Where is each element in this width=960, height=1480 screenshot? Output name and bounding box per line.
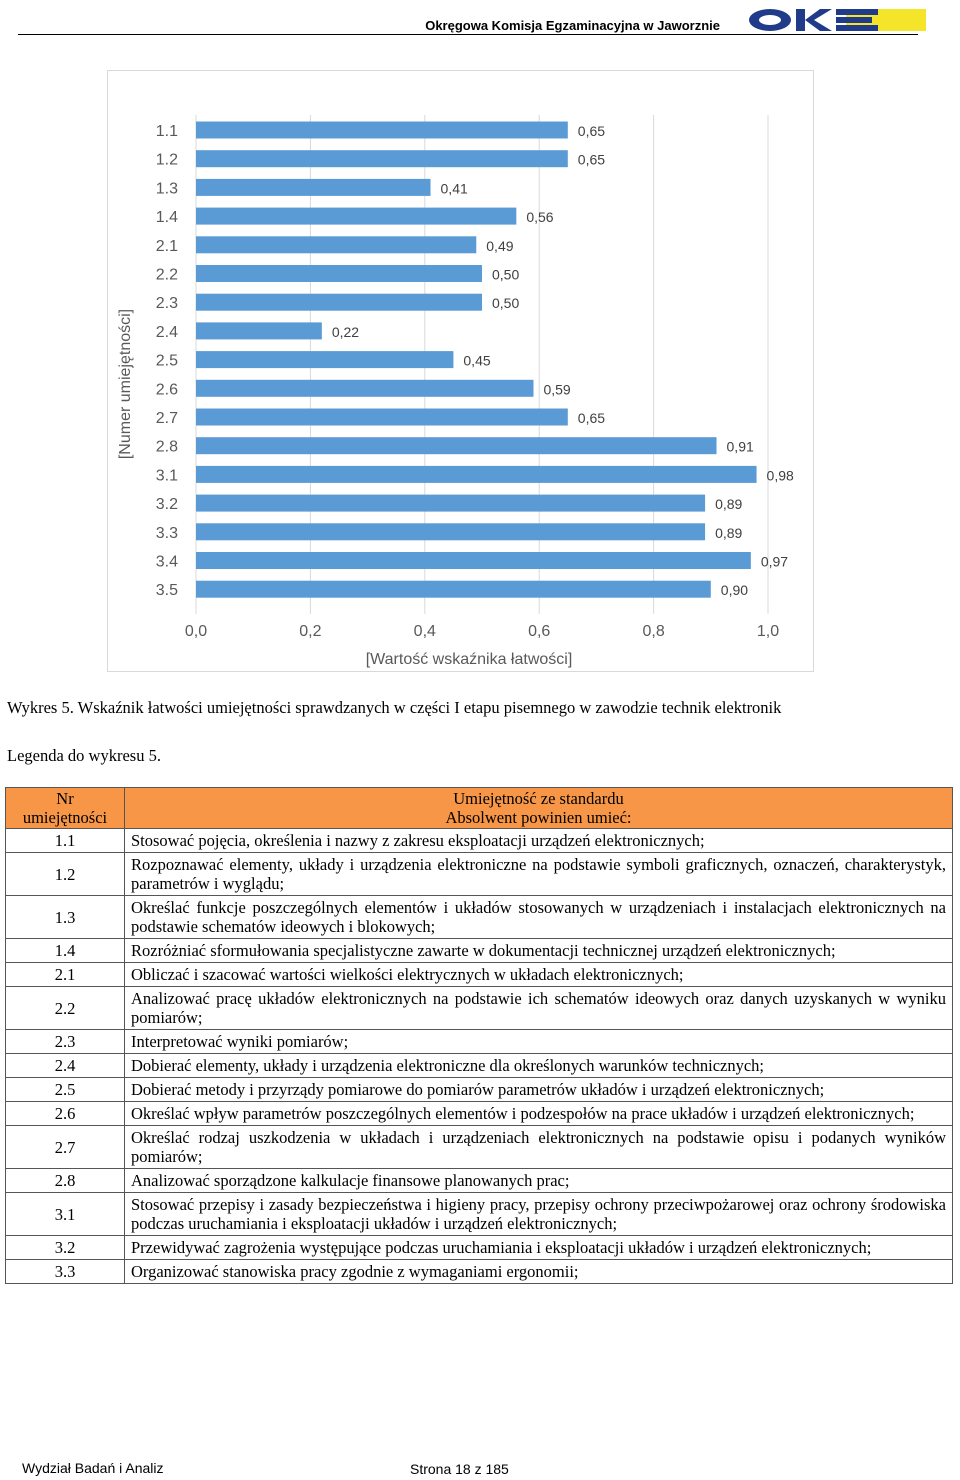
row-skill-text: Analizować sporządzone kalkulacje finansowe planowanych prac; (125, 1169, 953, 1193)
data-label: 0,45 (463, 352, 491, 369)
category-label: 2.1 (155, 237, 178, 255)
bar (196, 552, 751, 569)
category-label: 2.7 (155, 410, 178, 427)
row-number: 3.2 (6, 1236, 125, 1260)
bar (196, 523, 705, 540)
row-skill-text: Stosować pojęcia, określenia i nazwy z zakresu eksploatacji urządzeń elektronicznych; (125, 829, 953, 853)
data-label: 0,89 (715, 524, 743, 541)
row-number: 1.4 (6, 939, 125, 963)
table-row (6, 1169, 953, 1193)
row-skill-text: Stosować przepisy i zasady bezpieczeństwa i higieny pracy, przepisy ochrony przeciwpożarowej oraz ochrony środowiska podczas uruchamiania i eksploatacji układów i urządzeń elektronicznych; (125, 1193, 953, 1236)
category-label: 1.2 (155, 151, 178, 169)
bar (196, 437, 717, 454)
row-number: 1.3 (6, 896, 125, 939)
row-skill-text: Dobierać metody i przyrządy pomiarowe do pomiarów parametrów układów i urządzeń elektronicznych; (125, 1078, 953, 1102)
data-label: 0,91 (726, 438, 754, 455)
data-label: 0,49 (486, 237, 514, 254)
table-row (6, 1078, 953, 1102)
data-label: 0,50 (492, 295, 520, 312)
row-number: 2.6 (6, 1102, 125, 1126)
bar (196, 495, 705, 512)
row-skill-text: Rozpoznawać elementy, układy i urządzenia elektroniczne na podstawie symboli graficznych, oznaczeń, charakterystyk, parametrów i wyglądu; (125, 853, 953, 896)
header-skill-line1: Umiejętność ze standardu (453, 789, 624, 808)
row-number: 2.3 (6, 1030, 125, 1054)
row-skill-text: Określać funkcje poszczególnych elementów i układów stosowanych w urządzeniach i instalacjach elektronicznych na podstawie schematów ideowych i blokowych; (125, 896, 953, 939)
row-skill-text: Obliczać i szacować wartości wielkości elektrycznych w układach elektronicznych; (125, 963, 953, 987)
y-axis-label: [Numer umiejętności] (117, 308, 134, 460)
row-number: 3.3 (6, 1260, 125, 1284)
x-tick-label: 0,8 (642, 623, 665, 640)
table-row (6, 987, 953, 1030)
row-number: 2.8 (6, 1169, 125, 1193)
table-row (6, 896, 953, 939)
chart-caption: Wykres 5. Wskaźnik łatwości umiejętności sprawdzanych w części I etapu pisemnego w zawodzie technik elektronik (7, 698, 782, 717)
category-label: 1.3 (155, 180, 178, 198)
category-label: 3.3 (155, 524, 178, 542)
row-skill-text: Przewidywać zagrożenia występujące podczas uruchamiania i eksploatacji układów i urządzeń elektronicznych; (125, 1236, 953, 1260)
table-row (6, 939, 953, 963)
table-row (6, 1102, 953, 1126)
row-skill-text: Organizować stanowiska pracy zgodnie z wymaganiami ergonomii; (125, 1260, 953, 1284)
bar-chart (108, 71, 813, 671)
data-label: 0,22 (331, 323, 360, 340)
table-row (6, 853, 953, 896)
x-axis-label: [Wartość wskaźnika łatwości] (365, 651, 573, 668)
data-label: 0,50 (492, 266, 520, 283)
bar (196, 265, 482, 282)
x-tick-label: 0,0 (184, 623, 208, 640)
data-label: 0,65 (577, 151, 606, 168)
data-label: 0,41 (440, 180, 468, 197)
footer-department: Wydział Badań i Analiz (22, 1460, 164, 1476)
category-label: 2.6 (155, 381, 178, 399)
row-skill-text: Dobierać elementy, układy i urządzenia elektroniczne dla określonych warunków technicznych; (125, 1054, 953, 1078)
data-label: 0,65 (577, 123, 606, 139)
bar (196, 466, 757, 483)
category-label: 2.5 (155, 352, 178, 370)
data-label: 0,97 (760, 553, 789, 570)
bar (196, 179, 431, 196)
legend-title: Legenda do wykresu 5. (7, 746, 161, 765)
table-row (6, 1054, 953, 1078)
row-skill-text: Interpretować wyniki pomiarów; (125, 1030, 953, 1054)
table-header-row (6, 788, 953, 829)
data-label: 0,59 (543, 381, 571, 398)
category-label: 3.1 (155, 467, 178, 485)
page-header (18, 4, 918, 35)
header-skill-line2: Absolwent powinien umieć: (445, 808, 632, 827)
table-row (6, 1030, 953, 1054)
bar (196, 409, 568, 426)
data-label: 0,98 (766, 467, 794, 484)
category-label: 3.5 (155, 582, 178, 600)
row-skill-text: Analizować pracę układów elektronicznych na podstawie ich schematów ideowych oraz danych uzyskanych w wyniku pomiarów; (125, 987, 953, 1030)
oke-logo (746, 6, 926, 34)
bar (196, 322, 322, 339)
category-label: 2.2 (155, 266, 178, 284)
row-number: 2.1 (6, 963, 125, 987)
row-number: 2.2 (6, 987, 125, 1030)
header-nr-line1: Nr (56, 789, 74, 808)
data-label: 0,90 (720, 582, 749, 599)
table-row (6, 1236, 953, 1260)
bar (196, 208, 516, 225)
data-label: 0,56 (526, 209, 554, 226)
row-number: 1.1 (6, 829, 125, 853)
footer-page-number: Strona 18 z 185 (410, 1461, 509, 1477)
bar (196, 236, 476, 253)
x-tick-label: 0,4 (413, 623, 436, 640)
bar (196, 380, 533, 397)
category-label: 3.4 (155, 553, 178, 571)
x-tick-label: 0,6 (528, 623, 551, 640)
table-row (6, 1260, 953, 1284)
row-number: 1.2 (6, 853, 125, 896)
row-skill-text: Określać wpływ parametrów poszczególnych elementów i podzespołów na prace układów i urządzeń elektronicznych; (125, 1102, 953, 1126)
bar (196, 150, 568, 167)
category-label: 3.2 (155, 496, 178, 514)
category-label: 2.8 (155, 438, 178, 456)
row-number: 2.7 (6, 1126, 125, 1169)
category-label: 2.3 (155, 295, 178, 313)
bar (196, 581, 711, 598)
row-number: 2.5 (6, 1078, 125, 1102)
x-tick-label: 1,0 (756, 623, 780, 640)
bar (196, 122, 568, 139)
header-nr-line2: umiejętności (22, 808, 108, 827)
category-label: 1.4 (155, 209, 178, 227)
category-label: 1.1 (155, 123, 178, 140)
row-number: 2.4 (6, 1054, 125, 1078)
table-row (6, 1126, 953, 1169)
bar (196, 351, 453, 368)
header-skill (125, 788, 953, 829)
bar (196, 294, 482, 311)
organization-name: Okręgowa Komisja Egzaminacyjna w Jaworznie (425, 18, 720, 33)
row-number: 3.1 (6, 1193, 125, 1236)
table-row (6, 829, 953, 853)
row-skill-text: Rozróżniać sformułowania specjalistyczne zawarte w dokumentacji technicznej urządzeń elektronicznych; (125, 939, 953, 963)
data-label: 0,89 (715, 496, 743, 513)
x-tick-label: 0,2 (299, 623, 322, 640)
table-row (6, 1193, 953, 1236)
chart-frame (107, 70, 814, 672)
legend-table (5, 787, 953, 1284)
header-nr (6, 788, 125, 829)
row-skill-text: Określać rodzaj uszkodzenia w układach i urządzeniach elektronicznych na podstawie opisu i podanych wyników pomiarów; (125, 1126, 953, 1169)
data-label: 0,65 (577, 410, 606, 426)
category-label: 2.4 (155, 323, 178, 341)
table-row (6, 963, 953, 987)
